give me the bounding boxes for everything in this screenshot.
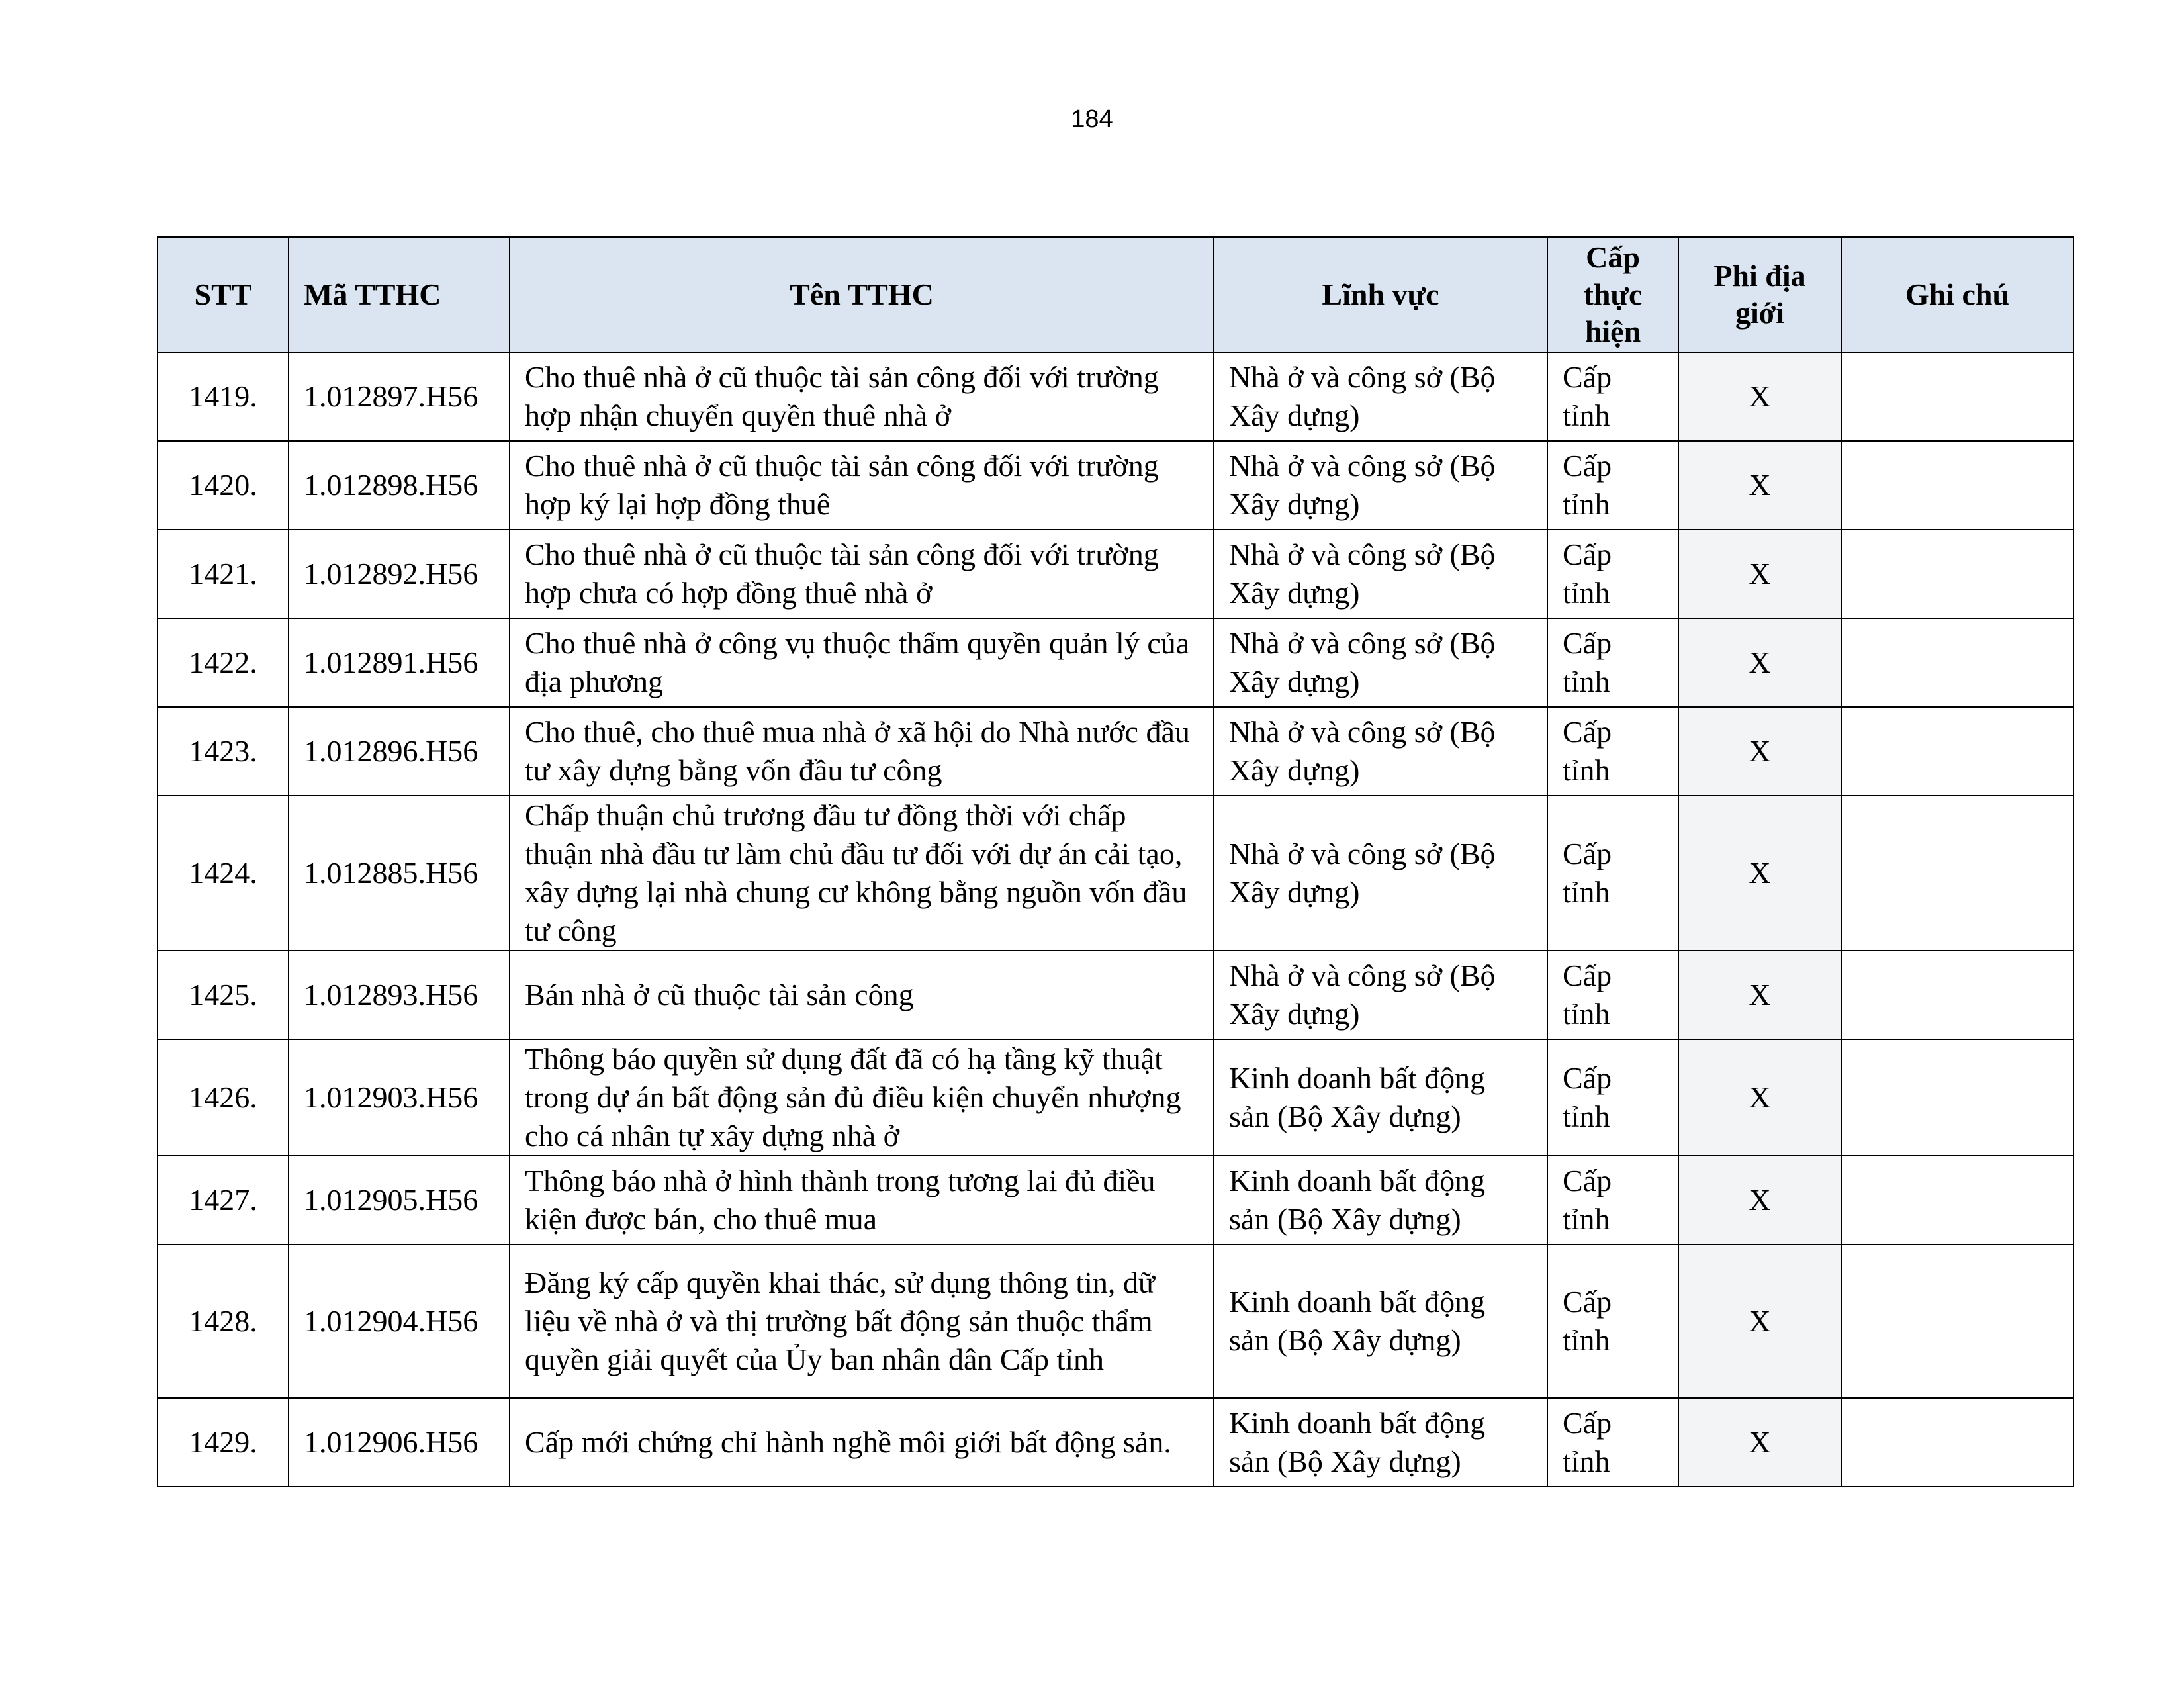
cell-cross-boundary: X [1678,618,1841,707]
cell-field: Nhà ở và công sở (Bộ Xây dựng) [1214,618,1547,707]
cell-note [1841,352,2073,441]
header-name: Tên TTHC [510,237,1214,352]
cell-code: 1.012897.H56 [289,352,510,441]
cell-stt: 1424. [158,796,289,951]
table-row [158,352,2073,441]
cell-name: Cho thuê nhà ở cũ thuộc tài sản công đối với trường hợp ký lại hợp đồng thuê [510,441,1214,530]
cell-note [1841,530,2073,618]
header-level: Cấp thực hiện [1547,237,1678,352]
cell-name: Cấp mới chứng chỉ hành nghề môi giới bất động sản. [510,1398,1214,1487]
cell-cross-boundary: X [1678,1244,1841,1398]
cell-note [1841,1039,2073,1156]
cell-name: Thông báo quyền sử dụng đất đã có hạ tầng kỹ thuật trong dự án bất động sản đủ điều kiện chuyển nhượng cho cá nhân tự xây dựng nhà ở [510,1039,1214,1156]
cell-note [1841,441,2073,530]
cell-stt: 1422. [158,618,289,707]
cell-name: Bán nhà ở cũ thuộc tài sản công [510,951,1214,1039]
cell-cross-boundary: X [1678,530,1841,618]
cell-field: Kinh doanh bất động sản (Bộ Xây dựng) [1214,1039,1547,1156]
table-row [158,1398,2073,1487]
cell-level: Cấp tỉnh [1547,951,1678,1039]
cell-note [1841,1398,2073,1487]
table-row [158,441,2073,530]
cell-level: Cấp tỉnh [1547,796,1678,951]
table-row [158,1244,2073,1398]
header-note: Ghi chú [1841,237,2073,352]
cell-code: 1.012898.H56 [289,441,510,530]
cell-stt: 1419. [158,352,289,441]
cell-field: Kinh doanh bất động sản (Bộ Xây dựng) [1214,1244,1547,1398]
cell-field: Nhà ở và công sở (Bộ Xây dựng) [1214,441,1547,530]
table-row [158,530,2073,618]
cell-name: Cho thuê nhà ở cũ thuộc tài sản công đối với trường hợp chưa có hợp đồng thuê nhà ở [510,530,1214,618]
table-row [158,951,2073,1039]
cell-field: Kinh doanh bất động sản (Bộ Xây dựng) [1214,1398,1547,1487]
cell-cross-boundary: X [1678,707,1841,796]
cell-cross-boundary: X [1678,1039,1841,1156]
table-row [158,796,2073,951]
cell-note [1841,618,2073,707]
cell-code: 1.012891.H56 [289,618,510,707]
cell-level: Cấp tỉnh [1547,618,1678,707]
cell-name: Chấp thuận chủ trương đầu tư đồng thời với chấp thuận nhà đầu tư làm chủ đầu tư đối với dự án cải tạo, xây dựng lại nhà chung cư không bằng nguồn vốn đầu tư công [510,796,1214,951]
table-row [158,707,2073,796]
cell-code: 1.012903.H56 [289,1039,510,1156]
table-row [158,1039,2073,1156]
cell-note [1841,796,2073,951]
cell-level: Cấp tỉnh [1547,441,1678,530]
cell-stt: 1428. [158,1244,289,1398]
cell-code: 1.012892.H56 [289,530,510,618]
cell-code: 1.012893.H56 [289,951,510,1039]
cell-field: Nhà ở và công sở (Bộ Xây dựng) [1214,530,1547,618]
cell-cross-boundary: X [1678,352,1841,441]
page-number: 184 [1071,105,1113,133]
cell-code: 1.012904.H56 [289,1244,510,1398]
table-row [158,1156,2073,1244]
cell-cross-boundary: X [1678,951,1841,1039]
procedures-table [157,236,2074,1487]
cell-stt: 1421. [158,530,289,618]
cell-level: Cấp tỉnh [1547,1156,1678,1244]
cell-stt: 1426. [158,1039,289,1156]
cell-note [1841,707,2073,796]
cell-cross-boundary: X [1678,796,1841,951]
header-stt: STT [158,237,289,352]
cell-name: Cho thuê nhà ở cũ thuộc tài sản công đối với trường hợp nhận chuyển quyền thuê nhà ở [510,352,1214,441]
table-header-row [158,237,2073,352]
cell-name: Đăng ký cấp quyền khai thác, sử dụng thông tin, dữ liệu về nhà ở và thị trường bất động sản thuộc thẩm quyền giải quyết của Ủy ban nhân dân Cấp tỉnh [510,1244,1214,1398]
cell-code: 1.012905.H56 [289,1156,510,1244]
cell-field: Nhà ở và công sở (Bộ Xây dựng) [1214,951,1547,1039]
cell-note [1841,951,2073,1039]
cell-level: Cấp tỉnh [1547,707,1678,796]
cell-field: Nhà ở và công sở (Bộ Xây dựng) [1214,707,1547,796]
header-field: Lĩnh vực [1214,237,1547,352]
cell-cross-boundary: X [1678,1156,1841,1244]
cell-level: Cấp tỉnh [1547,1039,1678,1156]
cell-stt: 1425. [158,951,289,1039]
cell-level: Cấp tỉnh [1547,530,1678,618]
cell-note [1841,1156,2073,1244]
cell-stt: 1427. [158,1156,289,1244]
cell-field: Kinh doanh bất động sản (Bộ Xây dựng) [1214,1156,1547,1244]
header-code: Mã TTHC [289,237,510,352]
cell-level: Cấp tỉnh [1547,352,1678,441]
cell-code: 1.012885.H56 [289,796,510,951]
cell-code: 1.012906.H56 [289,1398,510,1487]
cell-note [1841,1244,2073,1398]
table-row [158,618,2073,707]
cell-field: Nhà ở và công sở (Bộ Xây dựng) [1214,796,1547,951]
cell-cross-boundary: X [1678,1398,1841,1487]
cell-stt: 1420. [158,441,289,530]
cell-level: Cấp tỉnh [1547,1244,1678,1398]
cell-name: Thông báo nhà ở hình thành trong tương lai đủ điều kiện được bán, cho thuê mua [510,1156,1214,1244]
cell-stt: 1423. [158,707,289,796]
cell-name: Cho thuê, cho thuê mua nhà ở xã hội do Nhà nước đầu tư xây dựng bằng vốn đầu tư công [510,707,1214,796]
header-cross-boundary: Phi địa giới [1678,237,1841,352]
cell-level: Cấp tỉnh [1547,1398,1678,1487]
cell-code: 1.012896.H56 [289,707,510,796]
cell-cross-boundary: X [1678,441,1841,530]
cell-name: Cho thuê nhà ở công vụ thuộc thẩm quyền quản lý của địa phương [510,618,1214,707]
cell-field: Nhà ở và công sở (Bộ Xây dựng) [1214,352,1547,441]
cell-stt: 1429. [158,1398,289,1487]
